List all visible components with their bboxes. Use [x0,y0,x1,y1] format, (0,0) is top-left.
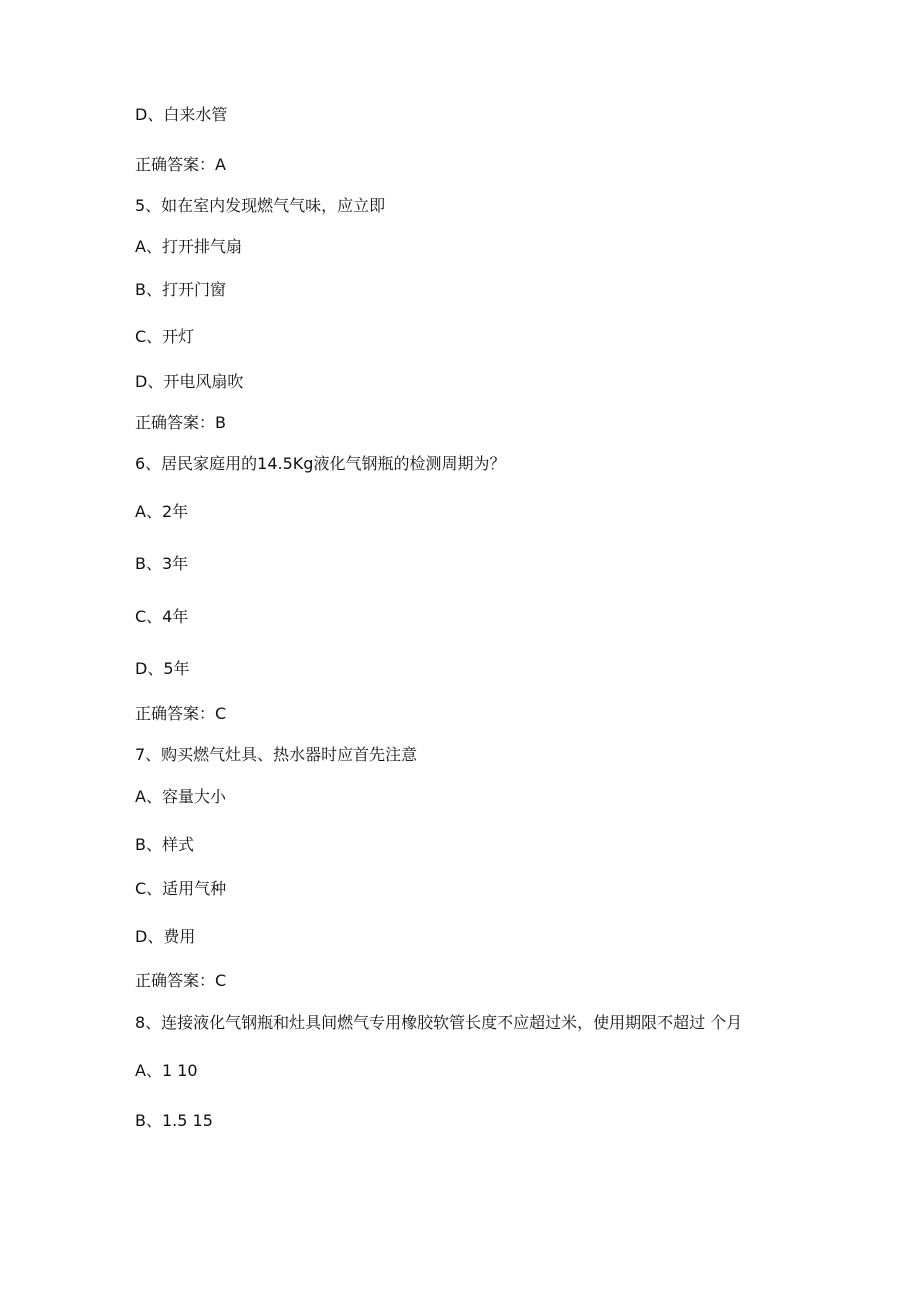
option-d-tap-water-pipe: D、白来水管 [135,105,228,124]
q7-option-d: D、费用 [135,927,196,946]
answer-q6: 正确答案：C [135,704,227,723]
q6-option-b: B、3年 [135,554,189,573]
q6-option-c: C、4年 [135,607,189,626]
q6-option-d: D、5年 [135,659,190,678]
q7-option-a: A、容量大小 [135,787,226,806]
q5-option-b: B、打开门窗 [135,280,226,299]
question-7: 7、购买燃气灶具、热水器时应首先注意 [135,745,418,764]
answer-q7: 正确答案：C [135,971,227,990]
q6-option-a: A、2年 [135,502,189,521]
q8-option-b: B、1.5 15 [135,1111,213,1130]
q7-option-b: B、样式 [135,835,194,854]
question-8: 8、连接液化气钢瓶和灶具间燃气专用橡胶软管长度不应超过米，使用期限不超过 个月 [135,1013,743,1032]
answer-q5: 正确答案：B [135,413,226,432]
q5-option-c: C、开灯 [135,327,195,346]
question-6: 6、居民家庭用的14.5Kg液化气钢瓶的检测周期为？ [135,454,506,473]
q7-option-c: C、适用气种 [135,879,227,898]
question-5: 5、如在室内发现燃气气味，应立即 [135,196,386,215]
q8-option-a: A、1 10 [135,1061,198,1080]
answer-q4: 正确答案：A [135,155,226,174]
q5-option-a: A、打开排气扇 [135,237,242,256]
q5-option-d: D、开电风扇吹 [135,372,244,391]
